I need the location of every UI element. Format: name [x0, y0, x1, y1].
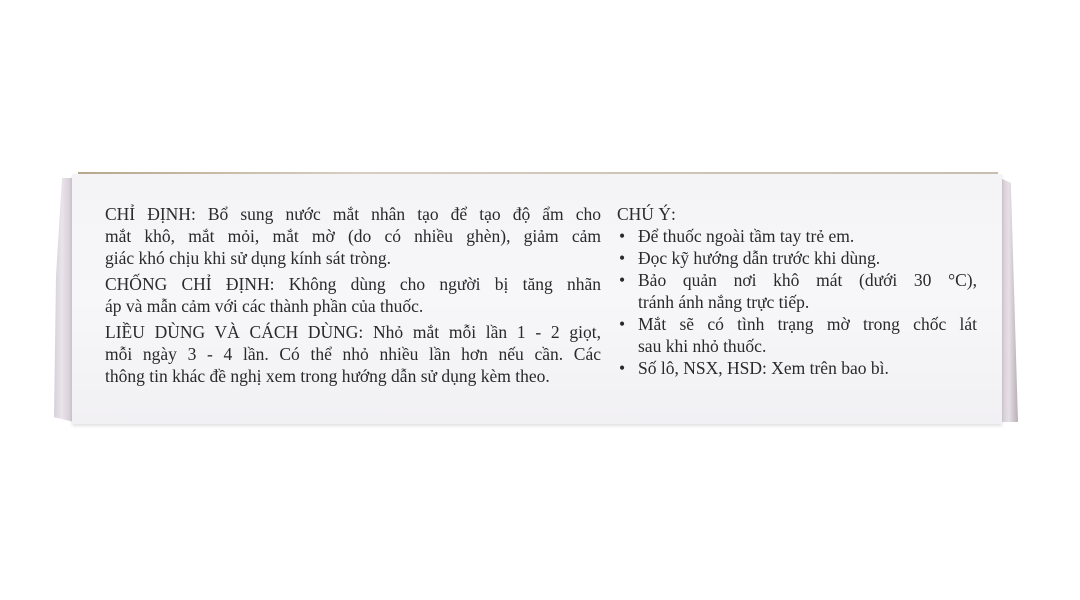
dosage-line: LIỀU DÙNG VÀ CÁCH DÙNG: Nhỏ mắt mỗi lần 1 - 2 giọt,	[105, 322, 601, 342]
box-right-flap	[1000, 178, 1018, 422]
left-column	[105, 203, 601, 391]
dosage-line: mỗi ngày 3 - 4 lần. Có thể nhỏ nhiều lần hơn nếu cần. Các	[105, 344, 601, 364]
contraindications-line: CHỐNG CHỈ ĐỊNH: Không dùng cho người bị tăng nhãn	[105, 274, 601, 294]
cautions-heading: CHÚ Ý:	[617, 204, 676, 224]
dosage-line: thông tin khác đề nghị xem trong hướng dẫn sử dụng kèm theo.	[105, 366, 550, 386]
caution-text: Đọc kỹ hướng dẫn trước khi dùng.	[638, 248, 881, 268]
caution-item	[617, 269, 977, 313]
contraindications-line: áp và mẫn cảm với các thành phần của thuốc.	[105, 296, 424, 316]
caution-item	[617, 225, 977, 247]
caution-text: Để thuốc ngoài tầm tay trẻ em.	[638, 226, 855, 246]
caution-text: Mắt sẽ có tình trạng mờ trong chốc lát	[638, 314, 977, 334]
indications-line: CHỈ ĐỊNH: Bổ sung nước mắt nhân tạo để tạo độ ẩm cho	[105, 204, 601, 224]
indications-section	[105, 203, 601, 269]
bullet-icon: •	[619, 314, 626, 334]
bullet-icon: •	[619, 226, 626, 246]
caution-item	[617, 357, 977, 379]
caution-item	[617, 247, 977, 269]
box-left-flap	[54, 178, 74, 422]
bullet-icon: •	[619, 358, 626, 378]
indications-line: giác khó chịu khi sử dụng kính sát tròng.	[105, 248, 392, 268]
cautions-column	[617, 203, 977, 379]
caution-text: tránh ánh nắng trực tiếp.	[638, 292, 810, 312]
caution-text: sau khi nhỏ thuốc.	[638, 336, 767, 356]
bullet-icon: •	[619, 270, 626, 290]
bullet-icon: •	[619, 248, 626, 268]
contraindications-section	[105, 273, 601, 317]
caution-text: Bảo quản nơi khô mát (dưới 30 °C),	[638, 270, 977, 290]
caution-text: Số lô, NSX, HSD: Xem trên bao bì.	[638, 358, 889, 378]
indications-line: mắt khô, mắt mỏi, mắt mờ (do có nhiều ghèn), giảm cảm	[105, 226, 601, 246]
dosage-section	[105, 321, 601, 387]
caution-item	[617, 313, 977, 357]
